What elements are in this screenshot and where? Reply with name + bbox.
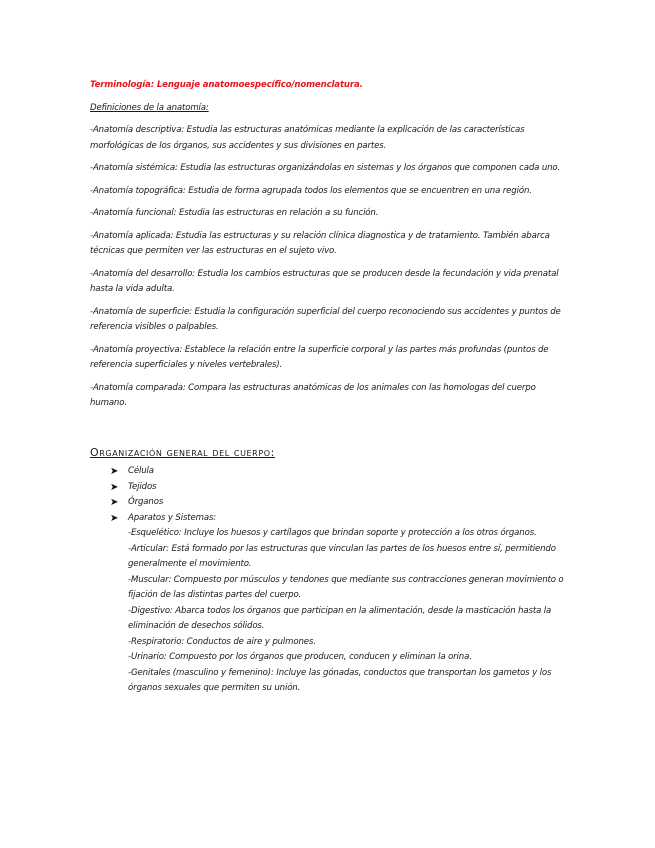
system-description: -Urinario: Compuesto por los órganos que producen, conducen y eliminan la orina. [128, 652, 472, 662]
system-description: -Genitales (masculino y femenino): Incluye las gónadas, conductos que transportan los gametos y los órganos sexuales que permiten su unión. [128, 667, 552, 693]
list-item-label: Célula [128, 466, 154, 476]
definition-paragraph: -Anatomía aplicada: Estudia las estructuras y su relación clínica diagnostica y de tratamiento. También abarca técnicas que permiten ver las estructuras en el sujeto vivo. [90, 230, 550, 256]
definition-paragraph: -Anatomía funcional: Estudia las estructuras en relación a su función. [90, 208, 379, 218]
list-item [90, 464, 570, 480]
organization-heading: Organización general del cuerpo: [90, 445, 275, 459]
definition-paragraph: -Anatomía proyectiva: Establece la relación entre la superficie corporal y las partes más profundas (puntos de referencia superficiales y niveles vertebrales). [90, 344, 549, 370]
arrowhead-bullet-icon: ➤ [110, 481, 119, 493]
system-description: -Respiratorio: Conductos de aire y pulmones. [128, 636, 316, 647]
arrowhead-bullet-icon: ➤ [110, 512, 119, 524]
system-description: -Muscular: Compuesto por músculos y tendones que mediante sus contracciones generan movimiento o fijación de las distintas partes del cuerpo. [128, 574, 564, 600]
definition-paragraph: -Anatomía topográfica: Estudia de forma agrupada todos los elementos que se encuentren en una región. [90, 185, 532, 196]
organization-list [90, 464, 570, 526]
definition-paragraph: -Anatomía sistémica: Estudia las estructuras organizándolas en sistemas y los órganos que componen cada uno. [90, 163, 561, 173]
definition-paragraph: -Anatomía de superficie: Estudia la configuración superficial del cuerpo reconociendo sus accidentes y puntos de referencia visibles o palpables. [90, 306, 561, 332]
list-item [90, 495, 570, 511]
document-content [90, 78, 570, 697]
system-description: -Esquelético: Incluye los huesos y cartílagos que brindan soporte y protección a los otros órganos. [128, 528, 537, 538]
document-title: Terminología: Lenguaje anatomoespecífico/nomenclatura. [90, 80, 363, 90]
list-item-label: Aparatos y Sistemas: [128, 512, 217, 523]
list-item [90, 511, 570, 527]
arrowhead-bullet-icon: ➤ [110, 466, 119, 477]
system-description: -Digestivo: Abarca todos los órganos que participan en la alimentación, desde la masticación hasta la eliminación de desechos sólidos. [128, 605, 552, 631]
arrowhead-bullet-icon: ➤ [110, 497, 119, 508]
list-item [90, 480, 570, 496]
definition-paragraph: -Anatomía descriptiva: Estudia las estructuras anatómicas mediante la explicación de las características morfológicas de los órganos, sus accidentes y sus divisiones en partes. [90, 125, 525, 151]
definition-paragraph: -Anatomía comparada: Compara las estructuras anatómicas de los animales con las homologas del cuerpo humano. [90, 382, 536, 408]
definition-paragraph: -Anatomía del desarrollo: Estudia los cambios estructuras que se producen desde la fecundación y vida prenatal hasta la vida adulta. [90, 268, 559, 294]
list-item-label: Tejidos [128, 481, 157, 492]
list-item-label: Órganos [128, 497, 164, 507]
system-description: -Articular: Está formado por las estructuras que vinculan las partes de los huesos entre sí, permitiendo generalmente el movimiento. [128, 543, 556, 569]
definitions-label: Definiciones de la anatomía: [90, 102, 209, 113]
